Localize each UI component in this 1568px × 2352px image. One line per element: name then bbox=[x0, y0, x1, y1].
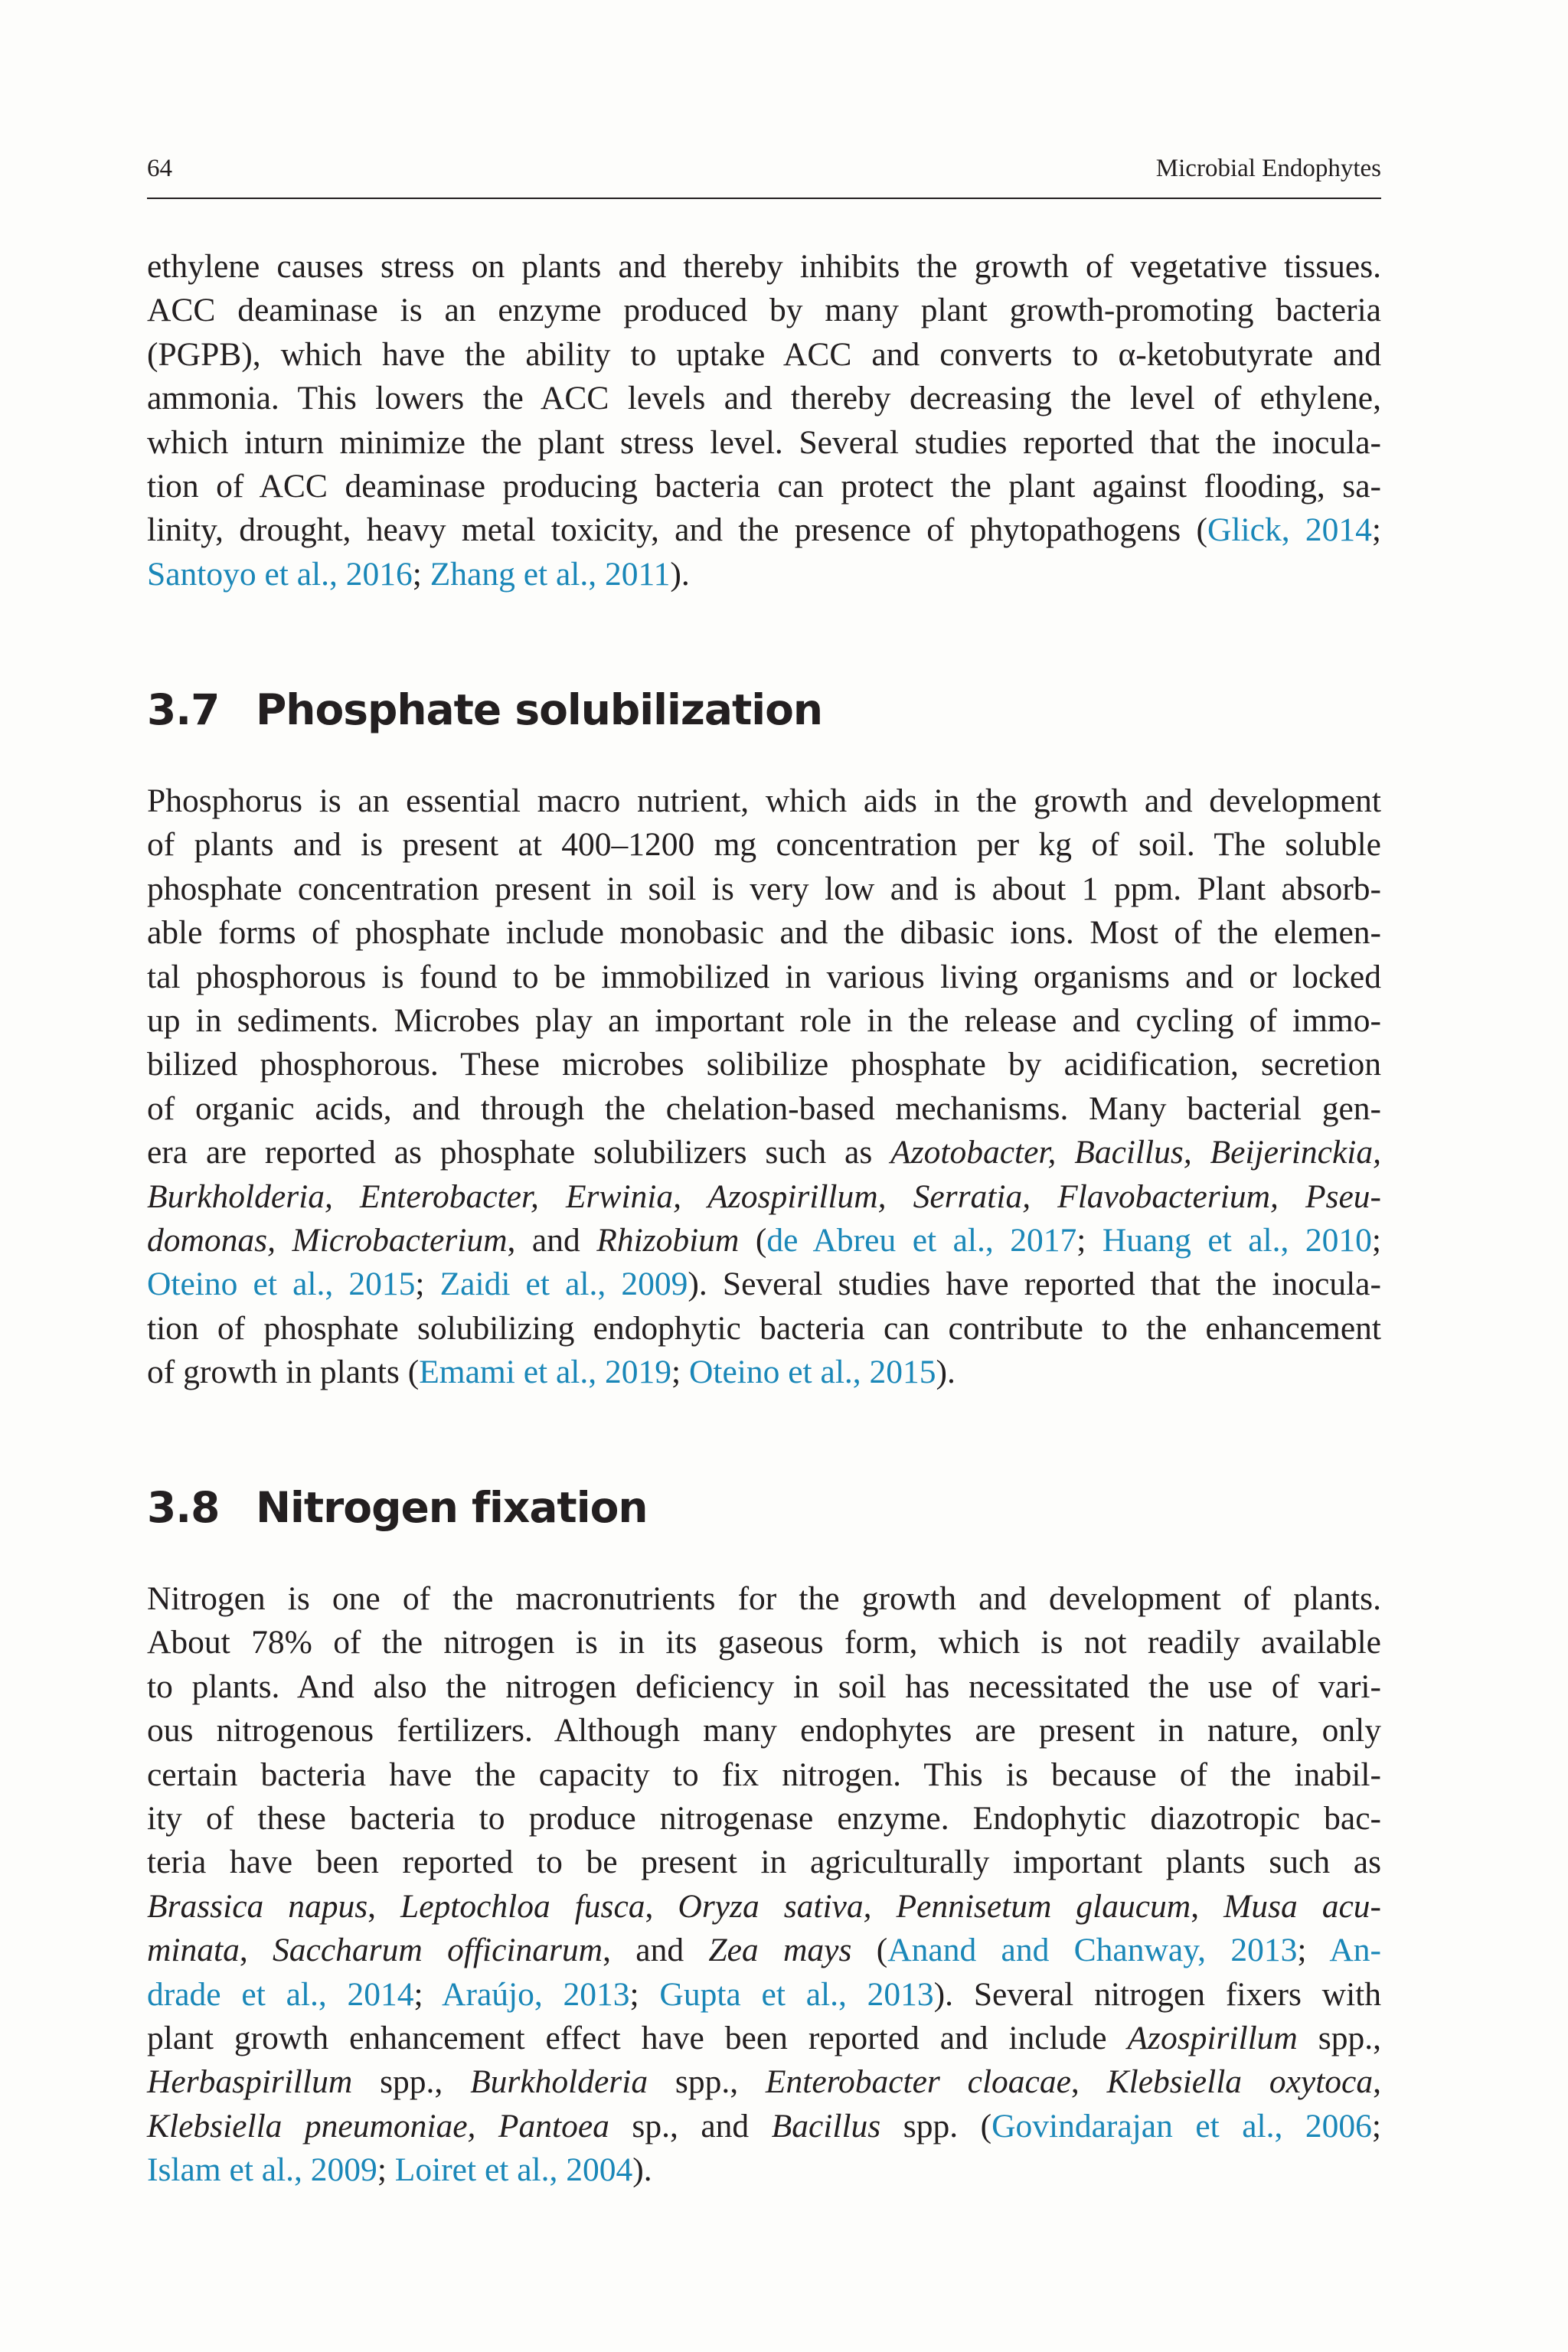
body-text: sp., and bbox=[609, 2107, 772, 2145]
citation-link[interactable]: Santoyo et al., 2016 bbox=[147, 555, 413, 593]
text-line bbox=[147, 779, 1381, 823]
body-text: of organic acids, and through the chelation-based mechanisms. Many bacterial gen- bbox=[147, 1089, 1381, 1127]
citation-link[interactable]: Huang et al., 2010 bbox=[1102, 1222, 1372, 1259]
running-header bbox=[147, 153, 1381, 184]
italic-text: Enterobacter cloacae bbox=[765, 2063, 1071, 2101]
text-line bbox=[147, 2060, 1381, 2104]
body-text: Nitrogen is one of the macronutrients for the growth and development of plants. bbox=[147, 1580, 1381, 1617]
body-text: , bbox=[1070, 2063, 1107, 2101]
text-line bbox=[147, 2017, 1381, 2060]
section-number: 3.8 bbox=[147, 1483, 220, 1532]
body-text: ). bbox=[936, 1354, 956, 1391]
body-text: phosphate concentration present in soil is very low and is about 1 ppm. Plant absorb- bbox=[147, 870, 1381, 907]
text-line bbox=[147, 1797, 1381, 1841]
section-title: Nitrogen fixation bbox=[256, 1483, 648, 1532]
body-text: ). Several studies have reported that the inocula- bbox=[688, 1266, 1381, 1303]
body-text: to plants. And also the nitrogen deficiency in soil has necessitated the use of vari- bbox=[147, 1668, 1381, 1705]
body-text: era are reported as phosphate solubilizers such as bbox=[147, 1134, 891, 1171]
body-text: , bbox=[1373, 2063, 1381, 2101]
body-text: of growth in plants ( bbox=[147, 1354, 420, 1391]
text-line bbox=[147, 465, 1381, 508]
text-line bbox=[147, 333, 1381, 377]
body-text: ; bbox=[377, 2151, 395, 2189]
italic-text: Saccharum officinarum bbox=[273, 1932, 603, 1969]
body-text: , and bbox=[507, 1222, 597, 1259]
italic-text: Oryza sativa, Pennisetum glaucum bbox=[678, 1887, 1191, 1925]
text-line bbox=[147, 1753, 1381, 1797]
body-text: ethylene causes stress on plants and thereby inhibits the growth of vegetative tissues. bbox=[147, 248, 1381, 285]
italic-text: Musa acu- bbox=[1223, 1887, 1381, 1925]
citation-link[interactable]: de Abreu et al., 2017 bbox=[766, 1222, 1077, 1259]
body-text: ( bbox=[851, 1932, 888, 1969]
body-text: ). bbox=[670, 555, 690, 593]
citation-link[interactable]: Emami et al., 2019 bbox=[419, 1354, 672, 1391]
body-text: spp. ( bbox=[880, 2107, 992, 2145]
body-text: ; bbox=[412, 555, 430, 593]
text-line bbox=[147, 1885, 1381, 1929]
page-number: 64 bbox=[147, 155, 172, 182]
text-line bbox=[147, 1263, 1381, 1306]
text-line bbox=[147, 956, 1381, 999]
italic-text: Azotobacter, Bacillus, Beijerinckia, bbox=[890, 1134, 1381, 1171]
italic-text: Bacillus bbox=[771, 2107, 881, 2145]
body-text: plant growth enhancement effect have been reported and include bbox=[147, 2020, 1128, 2057]
text-line bbox=[147, 421, 1381, 465]
body-text: Phosphorus is an essential macro nutrient, which aids in the growth and development bbox=[147, 782, 1381, 819]
body-text: certain bacteria have the capacity to fix nitrogen. This is because of the inabil- bbox=[147, 1756, 1381, 1793]
citation-link[interactable]: An- bbox=[1329, 1932, 1381, 1969]
body-text: spp., bbox=[352, 2063, 471, 2101]
citation-link[interactable]: drade et al., 2014 bbox=[147, 1975, 414, 2013]
text-line bbox=[147, 1577, 1381, 1621]
text-line bbox=[147, 2105, 1381, 2148]
text-line bbox=[147, 2148, 1381, 2192]
body-text: linity, drought, heavy metal toxicity, and the presence of phytopathogens ( bbox=[147, 511, 1208, 549]
body-text: ; bbox=[1371, 1222, 1381, 1259]
body-text: able forms of phosphate include monobasic and the dibasic ions. Most of the elemen- bbox=[147, 914, 1381, 952]
text-line bbox=[147, 1621, 1381, 1664]
text-line bbox=[147, 1219, 1381, 1263]
section-heading-3-7 bbox=[147, 683, 822, 737]
citation-link[interactable]: Oteino et al., 2015 bbox=[147, 1266, 416, 1303]
body-text: ( bbox=[739, 1222, 767, 1259]
citation-link[interactable]: Zaidi et al., 2009 bbox=[439, 1266, 688, 1303]
text-line bbox=[147, 289, 1381, 332]
text-line bbox=[147, 508, 1381, 552]
body-text: ; bbox=[1076, 1222, 1102, 1259]
italic-text: Klebsiella oxytoca bbox=[1106, 2063, 1374, 2101]
citation-link[interactable]: Oteino et al., 2015 bbox=[688, 1354, 936, 1391]
text-line bbox=[147, 245, 1381, 289]
body-text: ; bbox=[1297, 1932, 1330, 1969]
body-text: About 78% of the nitrogen is in its gaseous form, which is not readily available bbox=[147, 1624, 1381, 1661]
citation-link[interactable]: Govindarajan et al., 2006 bbox=[991, 2107, 1372, 2145]
text-line bbox=[147, 1973, 1381, 2017]
italic-text: Rhizobium bbox=[596, 1222, 740, 1259]
citation-link[interactable]: Glick, 2014 bbox=[1207, 511, 1372, 549]
italic-text: domonas, Microbacterium bbox=[147, 1222, 508, 1259]
body-text: ). bbox=[632, 2151, 652, 2189]
text-line bbox=[147, 823, 1381, 867]
italic-text: minata bbox=[147, 1932, 240, 1969]
text-line bbox=[147, 553, 1381, 596]
italic-text: Azospirillum bbox=[1127, 2020, 1298, 2057]
body-text: ous nitrogenous fertilizers. Although many endophytes are present in nature, only bbox=[147, 1712, 1381, 1749]
text-line bbox=[147, 1929, 1381, 1972]
body-text: tal phosphorous is found to be immobilized in various living organisms and or locked bbox=[147, 958, 1381, 995]
citation-link[interactable]: Gupta et al., 2013 bbox=[659, 1975, 934, 2013]
text-line bbox=[147, 1709, 1381, 1753]
body-text: , bbox=[645, 1887, 678, 1925]
body-text: bilized phosphorous. These microbes solibilize phosphate by acidification, secretion bbox=[147, 1046, 1381, 1083]
body-text: of plants and is present at 400–1200 mg concentration per kg of soil. The soluble bbox=[147, 826, 1381, 864]
citation-link[interactable]: Anand and Chanway, 2013 bbox=[887, 1932, 1298, 1969]
body-text: ; bbox=[413, 1975, 443, 2013]
text-line bbox=[147, 1087, 1381, 1131]
italic-text: Herbaspirillum bbox=[147, 2063, 353, 2101]
italic-text: Klebsiella pneumoniae, Pantoea bbox=[147, 2107, 609, 2145]
body-text: up in sediments. Microbes play an important role in the release and cycling of immo- bbox=[147, 1002, 1381, 1040]
section-title: Phosphate solubilization bbox=[256, 685, 823, 734]
text-line bbox=[147, 1841, 1381, 1884]
running-title: Microbial Endophytes bbox=[1155, 155, 1381, 182]
body-text: teria have been reported to be present in agriculturally important plants such as bbox=[147, 1844, 1381, 1881]
text-line bbox=[147, 377, 1381, 420]
body-text: which inturn minimize the plant stress level. Several studies reported that the inocula- bbox=[147, 423, 1381, 461]
body-text: ; bbox=[629, 1975, 660, 2013]
body-text: tion of ACC deaminase producing bacteria can protect the plant against flooding, sa- bbox=[147, 468, 1381, 505]
section-number: 3.7 bbox=[147, 685, 220, 734]
text-line bbox=[147, 1307, 1381, 1351]
text-line bbox=[147, 1665, 1381, 1709]
text-line bbox=[147, 1131, 1381, 1174]
body-text: , bbox=[368, 1887, 401, 1925]
citation-link[interactable]: Loiret et al., 2004 bbox=[394, 2151, 633, 2189]
body-text: (PGPB), which have the ability to uptake ACC and converts to α-ketobutyrate and bbox=[147, 335, 1381, 373]
text-line bbox=[147, 1351, 1381, 1394]
body-text: ; bbox=[1371, 511, 1381, 549]
body-text: ; bbox=[671, 1354, 689, 1391]
body-text: ACC deaminase is an enzyme produced by many plant growth-promoting bacteria bbox=[147, 292, 1381, 329]
body-text: ; bbox=[415, 1266, 440, 1303]
italic-text: Burkholderia bbox=[470, 2063, 648, 2101]
italic-text: Zea mays bbox=[708, 1932, 852, 1969]
body-text: tion of phosphate solubilizing endophytic bacteria can contribute to the enhancement bbox=[147, 1309, 1381, 1347]
intro-paragraph bbox=[147, 245, 1381, 596]
phosphate-paragraph bbox=[147, 779, 1381, 1395]
italic-text: Burkholderia, Enterobacter, Erwinia, Azospirillum, Serratia, Flavobacterium, Pseu- bbox=[147, 1178, 1381, 1215]
nitrogen-paragraph bbox=[147, 1577, 1381, 2193]
section-heading-3-8 bbox=[147, 1481, 648, 1534]
body-text: spp., bbox=[648, 2063, 766, 2101]
body-text: spp., bbox=[1297, 2020, 1381, 2057]
text-line bbox=[147, 1043, 1381, 1086]
body-text: ity of these bacteria to produce nitrogenase enzyme. Endophytic diazotropic bac- bbox=[147, 1800, 1381, 1838]
citation-link[interactable]: Zhang et al., 2011 bbox=[430, 555, 671, 593]
header-rule bbox=[147, 198, 1381, 199]
citation-link[interactable]: Araújo, 2013 bbox=[442, 1975, 630, 2013]
body-text: , bbox=[1191, 1887, 1224, 1925]
text-line bbox=[147, 911, 1381, 955]
body-text: , bbox=[239, 1932, 273, 1969]
text-line bbox=[147, 1175, 1381, 1219]
text-line bbox=[147, 867, 1381, 911]
text-line bbox=[147, 999, 1381, 1043]
italic-text: Leptochloa fusca bbox=[400, 1887, 645, 1925]
body-text: , and bbox=[603, 1932, 709, 1969]
body-text: ammonia. This lowers the ACC levels and thereby decreasing the level of ethylene, bbox=[147, 380, 1381, 417]
italic-text: Brassica napus bbox=[147, 1887, 368, 1925]
body-text: ; bbox=[1371, 2107, 1381, 2145]
citation-link[interactable]: Islam et al., 2009 bbox=[147, 2151, 377, 2189]
body-text: ). Several nitrogen fixers with bbox=[933, 1975, 1382, 2013]
